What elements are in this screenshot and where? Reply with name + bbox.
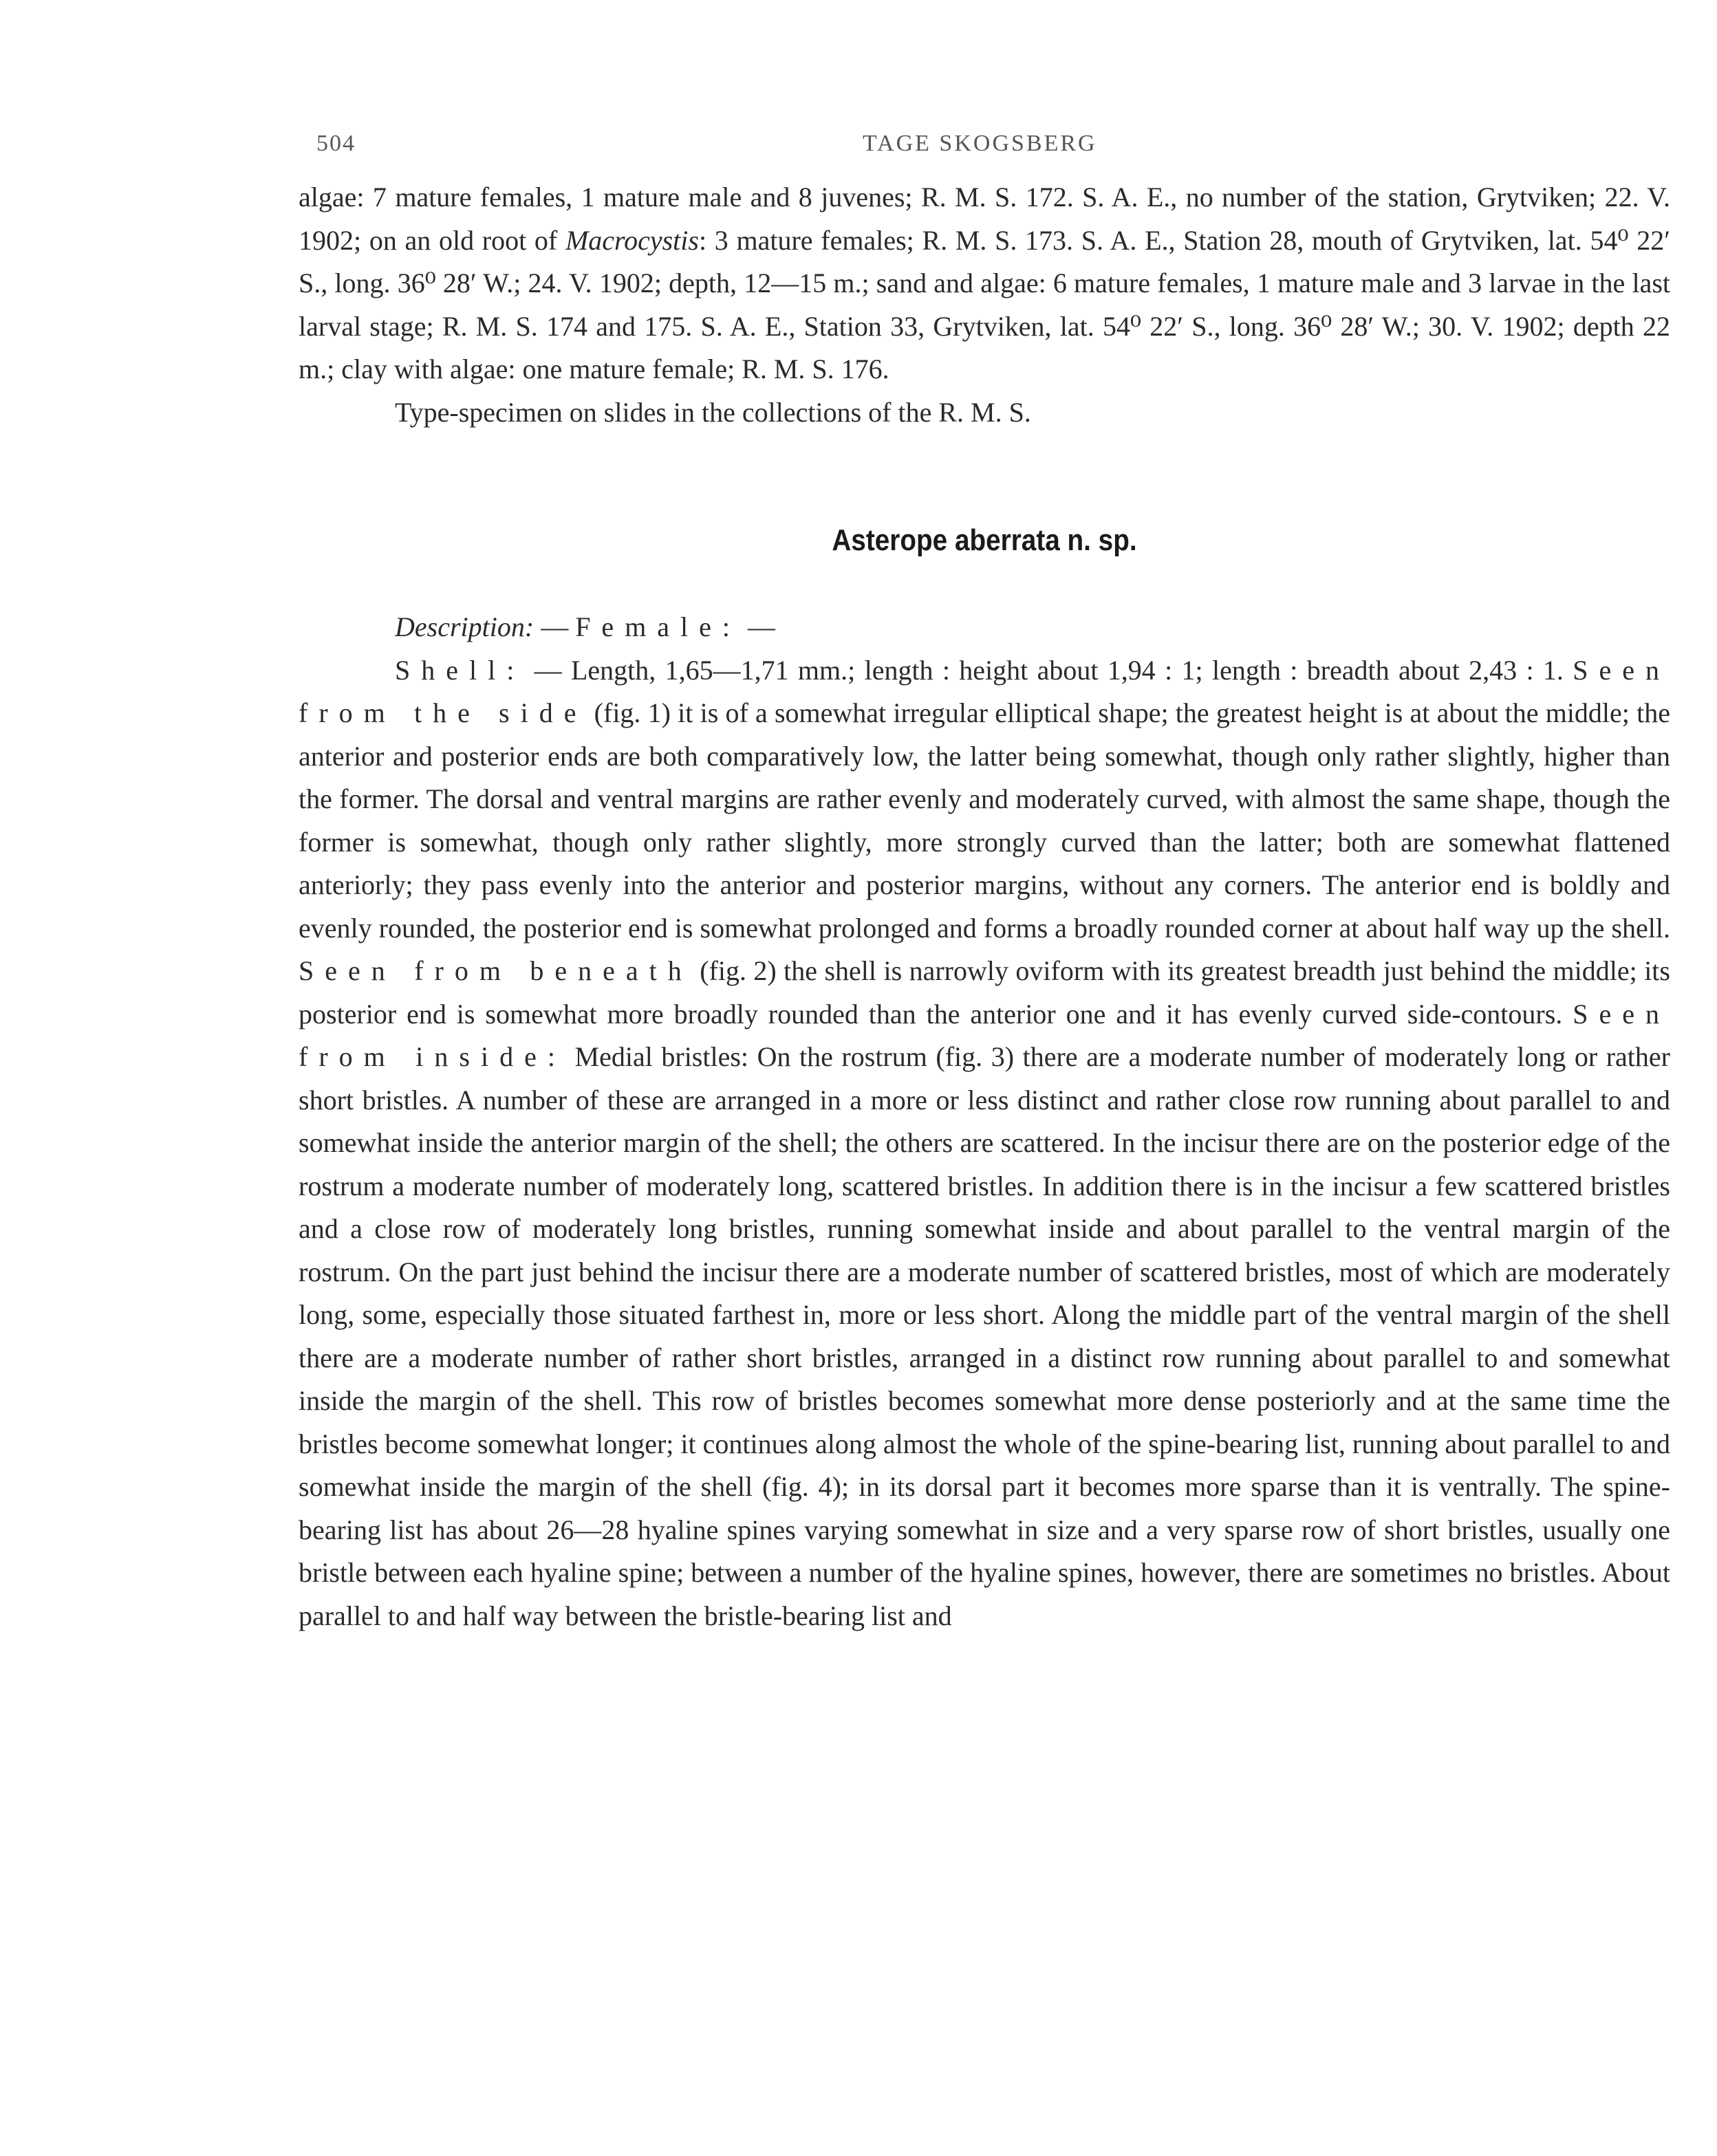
header-author: TAGE SKOGSBERG: [863, 131, 1097, 156]
shell-text-4: Medial bristles: On the rostrum (fig. 3) there are a moderate number of moderately long or rather short bristles. A number of these are arranged in a more or less distinct and rather close row running about parallel to and somewhat inside the anterior margin of the shell; the others are scattered. In the incisur there are on the posterior edge of the rostrum a moderate number of moderately long, scattered bristles. In addition there is in the incisur a few scattered bristles and a close row of moderately long bristles, running somewhat inside and about parallel to the ventral margin of the rostrum. On the part just behind the incisur there are a moderate number of scattered bristles, most of which are moderately long, some, especially those situated farthest in, more or less short. Along the middle part of the ventral margin of the shell there are a moderate number of rather short bristles, arranged in a distinct row running about parallel to and somewhat inside the margin of the shell. This row of bristles becomes somewhat more dense posteriorly and at the same time the bristles become somewhat longer; it continues along almost the whole of the spine-bearing list, running about parallel to and somewhat inside the margin of the shell (fig. 4); in its dorsal part it becomes more sparse than it is ventrally. The spine-bearing list has about 26—28 hyaline spines varying somewhat in size and a very sparse row of short bristles, usually one bristle between each hyaline spine; between a number of the hyaline spines, however, there are sometimes no bristles. About parallel to and half way between the bristle-bearing list and: [299, 1041, 1670, 1631]
description-dash-2: —: [741, 611, 776, 642]
page-number: 504: [316, 131, 356, 156]
locality-text-b: : 3 mature females; R. M. S. 173. S. A. E., Station 28, mouth of Grytviken, lat. 54⁰ 22′ S., long. 36⁰ 28′ W.; 24. V. 1902; depth, 12—15 m.; sand and algae: 6 mature females, 1 mature male and 3 larvae in the last larval stage; R. M. S. 174 and 175. S. A. E., Station 33, Grytviken, lat. 54⁰ 22′ S., long. 36⁰ 28′ W.; 30. V. 1902; depth 22 m.; clay with algae: one mature female; R. M. S. 176.: [299, 224, 1670, 384]
description-heading: [299, 606, 1670, 649]
type-specimen-paragraph: Type-specimen on slides in the collections of the R. M. S.: [395, 396, 1031, 428]
page: [299, 124, 1670, 1637]
section-title: Asterope aberrata n. sp.: [832, 523, 1137, 557]
seen-from-beneath-label: Seen from beneath: [299, 955, 693, 986]
shell-text-1: — Length, 1,65—1,71 mm.; length : height about 1,94 : 1; length : breadth about 2,43 : 1.: [525, 654, 1573, 686]
seen-from-inside-label: Seen from inside:: [299, 998, 1670, 1072]
locality-text-a: algae: 7 mature females, 1 mature male and 8 juvenes; R. M. S. 172. S. A. E., no number of the station, Grytviken; 22. V. 1902; on an old root of: [299, 182, 1670, 256]
description-label: Description:: [395, 611, 534, 642]
running-head: [299, 124, 1670, 165]
shell-text-2: (fig. 1) it is of a somewhat irregular elliptical shape; the greatest height is at about the middle; the anterior and posterior ends are both comparatively low, the latter being somewhat, though only rather slightly, higher than the former. The dorsal and ventral margins are rather evenly and moderately curved, with almost the same shape, though the former is somewhat, though only rather slightly, more strongly curved than the latter; both are somewhat flattened anteriorly; they pass evenly into the anterior and posterior margins, without any corners. The anterior end is boldly and evenly rounded, the posterior end is somewhat prolonged and forms a broadly rounded corner at about half way up the shell.: [299, 697, 1670, 944]
species-name: Macrocystis: [565, 224, 699, 256]
female-label: Female:: [575, 611, 742, 642]
shell-label: Shell:: [395, 654, 526, 686]
seen-from-side-label: Seen from the side: [299, 654, 1670, 728]
shell-text-3: (fig. 2) the shell is narrowly oviform with its greatest breadth just behind the middle; its posterior end is somewhat more broadly rounded than the anterior one and it has evenly curved side-contours.: [299, 955, 1670, 1030]
shell-paragraph: [299, 649, 1670, 1638]
locality-paragraph: [299, 176, 1670, 391]
description-dash-1: —: [534, 611, 576, 642]
